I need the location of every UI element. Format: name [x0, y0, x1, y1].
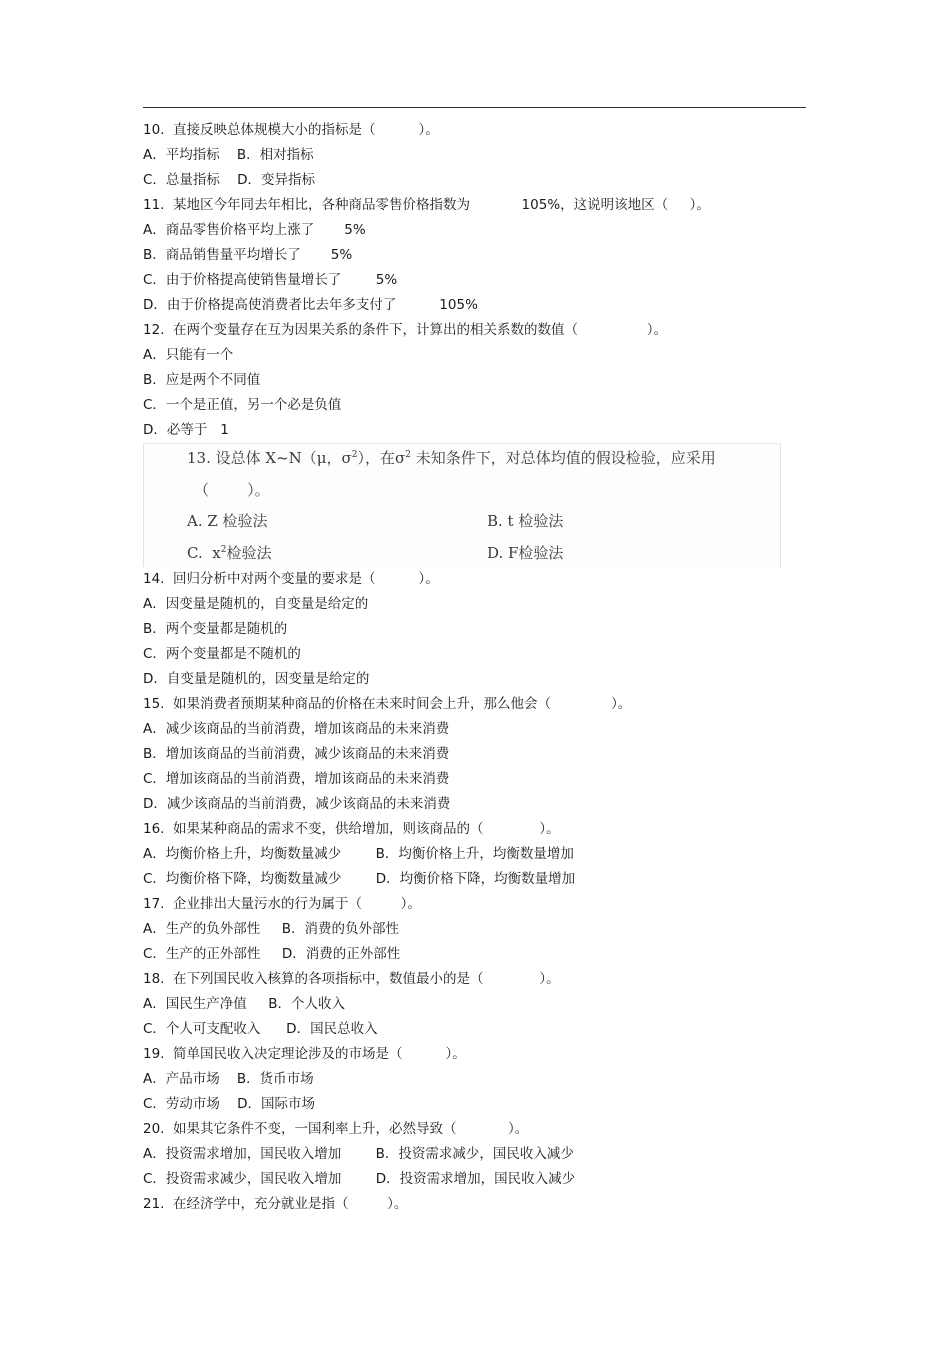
question-13-image [143, 443, 781, 567]
text-line: C．生产的正外部性 D．消费的正外部性 [143, 946, 401, 962]
text-line: 18. 在下列国民收入核算的各项指标中，数值最小的是（ ）。 [143, 971, 560, 987]
text-line: D．减少该商品的当前消费，减少该商品的未来消费 [143, 796, 451, 812]
text-line: B．商品销售量平均增长了 5% [143, 247, 353, 263]
text-line: A．因变量是随机的，自变量是给定的 [143, 596, 369, 612]
text-line: 10. 直接反映总体规模大小的指标是（ ）。 [143, 122, 439, 138]
text-line: D．自变量是随机的，因变量是给定的 [143, 671, 370, 687]
text-line: 21. 在经济学中，充分就业是指（ ）。 [143, 1196, 408, 1212]
text-line: 15. 如果消费者预期某种商品的价格在未来时间会上升，那么他会（ ）。 [143, 696, 632, 712]
text-line: A．减少该商品的当前消费，增加该商品的未来消费 [143, 721, 450, 737]
text-line: 16. 如果某种商品的需求不变，供给增加，则该商品的（ ）。 [143, 821, 560, 837]
text-line: C．一个是正值，另一个必是负值 [143, 397, 342, 413]
text-line: A．生产的负外部性 B．消费的负外部性 [143, 921, 399, 937]
text-line: A．平均指标 B．相对指标 [143, 147, 314, 163]
q13-option-a: A. Z 检验法 [187, 512, 268, 530]
q13-stem: 13. 设总体 X~N（μ，$\sigma^2$），在$\sigma^2$ 未知条件下，对总体均值的假设检验，应采用 [187, 449, 716, 467]
text-line: C．劳动市场 D．国际市场 [143, 1096, 315, 1112]
text-line: 11. 某地区今年同去年相比，各种商品零售价格指数为 105%，这说明该地区（ ）。 [143, 197, 710, 213]
q13-option-d: D. F检验法 [487, 544, 564, 562]
questions-10-12 [143, 118, 813, 443]
text-line: D．必等于 1 [143, 422, 229, 438]
q13-option-b: B. t 检验法 [487, 512, 564, 530]
document-body [143, 118, 813, 1217]
q13-paren: （ ）。 [194, 481, 270, 499]
text-line: D．由于价格提高使消费者比去年多支付了 105% [143, 297, 478, 313]
header-rule [143, 107, 806, 108]
text-line: C．由于价格提高使销售量增长了 5% [143, 272, 398, 288]
text-line: C．两个变量都是不随机的 [143, 646, 301, 662]
text-line: 19. 简单国民收入决定理论涉及的市场是（ ）。 [143, 1046, 466, 1062]
text-line: C．增加该商品的当前消费，增加该商品的未来消费 [143, 771, 450, 787]
text-line: 20. 如果其它条件不变，一国利率上升，必然导致（ ）。 [143, 1121, 529, 1137]
text-line: A．商品零售价格平均上涨了 5% [143, 222, 366, 238]
text-line: B．应是两个不同值 [143, 372, 261, 388]
text-line: C．均衡价格下降，均衡数量减少 D．均衡价格下降，均衡数量增加 [143, 871, 576, 887]
text-line: A．产品市场 B．货币市场 [143, 1071, 314, 1087]
text-line: 14. 回归分析中对两个变量的要求是（ ）。 [143, 571, 439, 587]
text-line: A．均衡价格上升，均衡数量减少 B．均衡价格上升，均衡数量增加 [143, 846, 574, 862]
text-line: C．个人可支配收入 D．国民总收入 [143, 1021, 378, 1037]
text-line: C．总量指标 D．变异指标 [143, 172, 315, 188]
text-line: A．国民生产净值 B．个人收入 [143, 996, 345, 1012]
q13-option-c: C. $x^2$检验法 [187, 544, 272, 562]
text-line: C．投资需求减少，国民收入增加 D．投资需求增加，国民收入减少 [143, 1171, 576, 1187]
text-line: B．增加该商品的当前消费，减少该商品的未来消费 [143, 746, 450, 762]
text-line: A．投资需求增加，国民收入增加 B．投资需求减少，国民收入减少 [143, 1146, 574, 1162]
text-line: B．两个变量都是随机的 [143, 621, 288, 637]
text-line: A．只能有一个 [143, 347, 234, 363]
text-line: 17. 企业排出大量污水的行为属于（ ）。 [143, 896, 421, 912]
questions-14-21 [143, 567, 813, 1217]
text-line: 12. 在两个变量存在互为因果关系的条件下，计算出的相关系数的数值（ ）。 [143, 322, 667, 338]
